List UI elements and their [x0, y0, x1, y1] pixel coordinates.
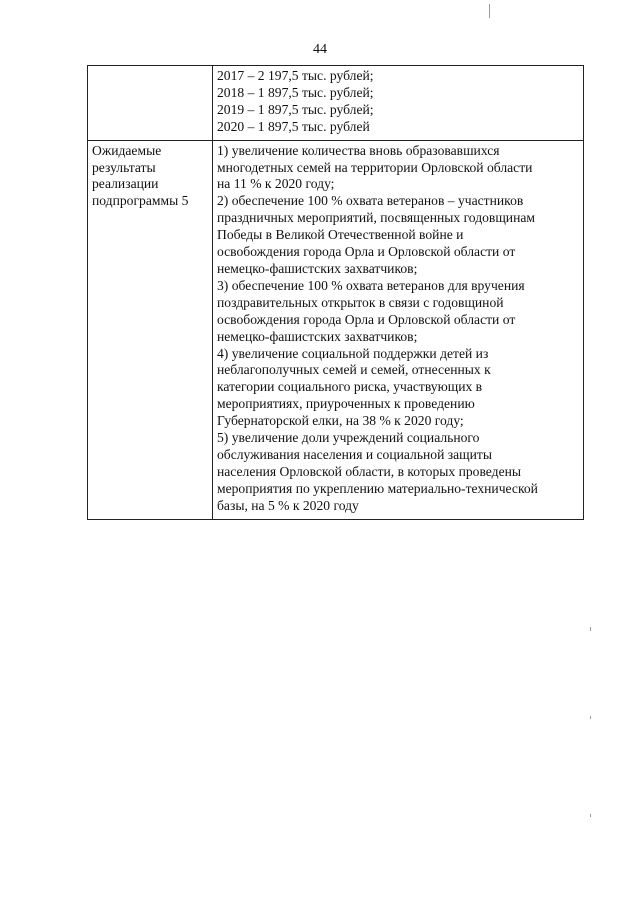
result-line: неблагополучных семей и семей, отнесенных к: [217, 362, 491, 378]
result-line: базы, на 5 % к 2020 году: [217, 497, 359, 513]
result-line: мероприятия по укреплению материально-технической: [217, 480, 538, 496]
scan-mark: [489, 4, 490, 18]
label-line: результаты: [92, 159, 156, 175]
funding-line: 2020 – 1 897,5 тыс. рублей: [217, 118, 370, 134]
result-line: освобождения города Орла и Орловской области от: [217, 244, 516, 260]
result-line: населения Орловской области, в которых проведены: [217, 463, 522, 479]
funding-line: 2018 – 1 897,5 тыс. рублей;: [217, 84, 374, 100]
result-line: мероприятиях, приуроченных к проведению: [217, 396, 475, 412]
label-cell-empty: [88, 66, 213, 141]
label-line: подпрограммы 5: [92, 193, 189, 209]
result-line: немецко-фашистских захватчиков;: [217, 260, 418, 276]
result-line: 5) увеличение доли учреждений социального: [217, 430, 480, 446]
result-line: на 11 % к 2020 году;: [217, 176, 335, 192]
result-line: немецко-фашистских захватчиков;: [217, 328, 418, 344]
funding-line: 2017 – 2 197,5 тыс. рублей;: [217, 68, 374, 83]
page-number: 44: [313, 42, 327, 57]
result-line: 2) обеспечение 100 % охвата ветеранов – участников: [217, 193, 524, 209]
result-line: обслуживания населения и социальной защиты: [217, 446, 493, 462]
label-line: реализации: [92, 176, 159, 192]
scan-mark: [590, 716, 591, 719]
result-line: Губернаторской елки, на 38 % к 2020 году;: [217, 413, 464, 429]
result-line: 1) увеличение количества вновь образовавшихся: [217, 142, 500, 158]
table-row-funding: [88, 66, 584, 141]
result-line: Победы в Великой Отечественной войне и: [217, 227, 464, 243]
label-line: Ожидаемые: [92, 142, 162, 158]
expected-results-label-cell: [88, 140, 213, 519]
result-line: 3) обеспечение 100 % охвата ветеранов для вручения: [217, 277, 525, 293]
scan-mark: [590, 814, 591, 817]
scan-mark: [590, 627, 591, 631]
result-line: поздравительных открыток в связи с годовщиной: [217, 294, 504, 310]
result-line: праздничных мероприятий, посвященных годовщинам: [217, 210, 535, 226]
expected-results-content-cell: [213, 140, 584, 519]
funding-line: 2019 – 1 897,5 тыс. рублей;: [217, 101, 374, 117]
result-line: категории социального риска, участвующих в: [217, 379, 483, 395]
subprogram-table: [87, 65, 584, 520]
table-row-expected-results: [88, 140, 584, 519]
result-line: освобождения города Орла и Орловской области от: [217, 311, 516, 327]
funding-cell: [213, 66, 584, 141]
result-line: многодетных семей на территории Орловской области: [217, 159, 533, 175]
result-line: 4) увеличение социальной поддержки детей из: [217, 345, 489, 361]
